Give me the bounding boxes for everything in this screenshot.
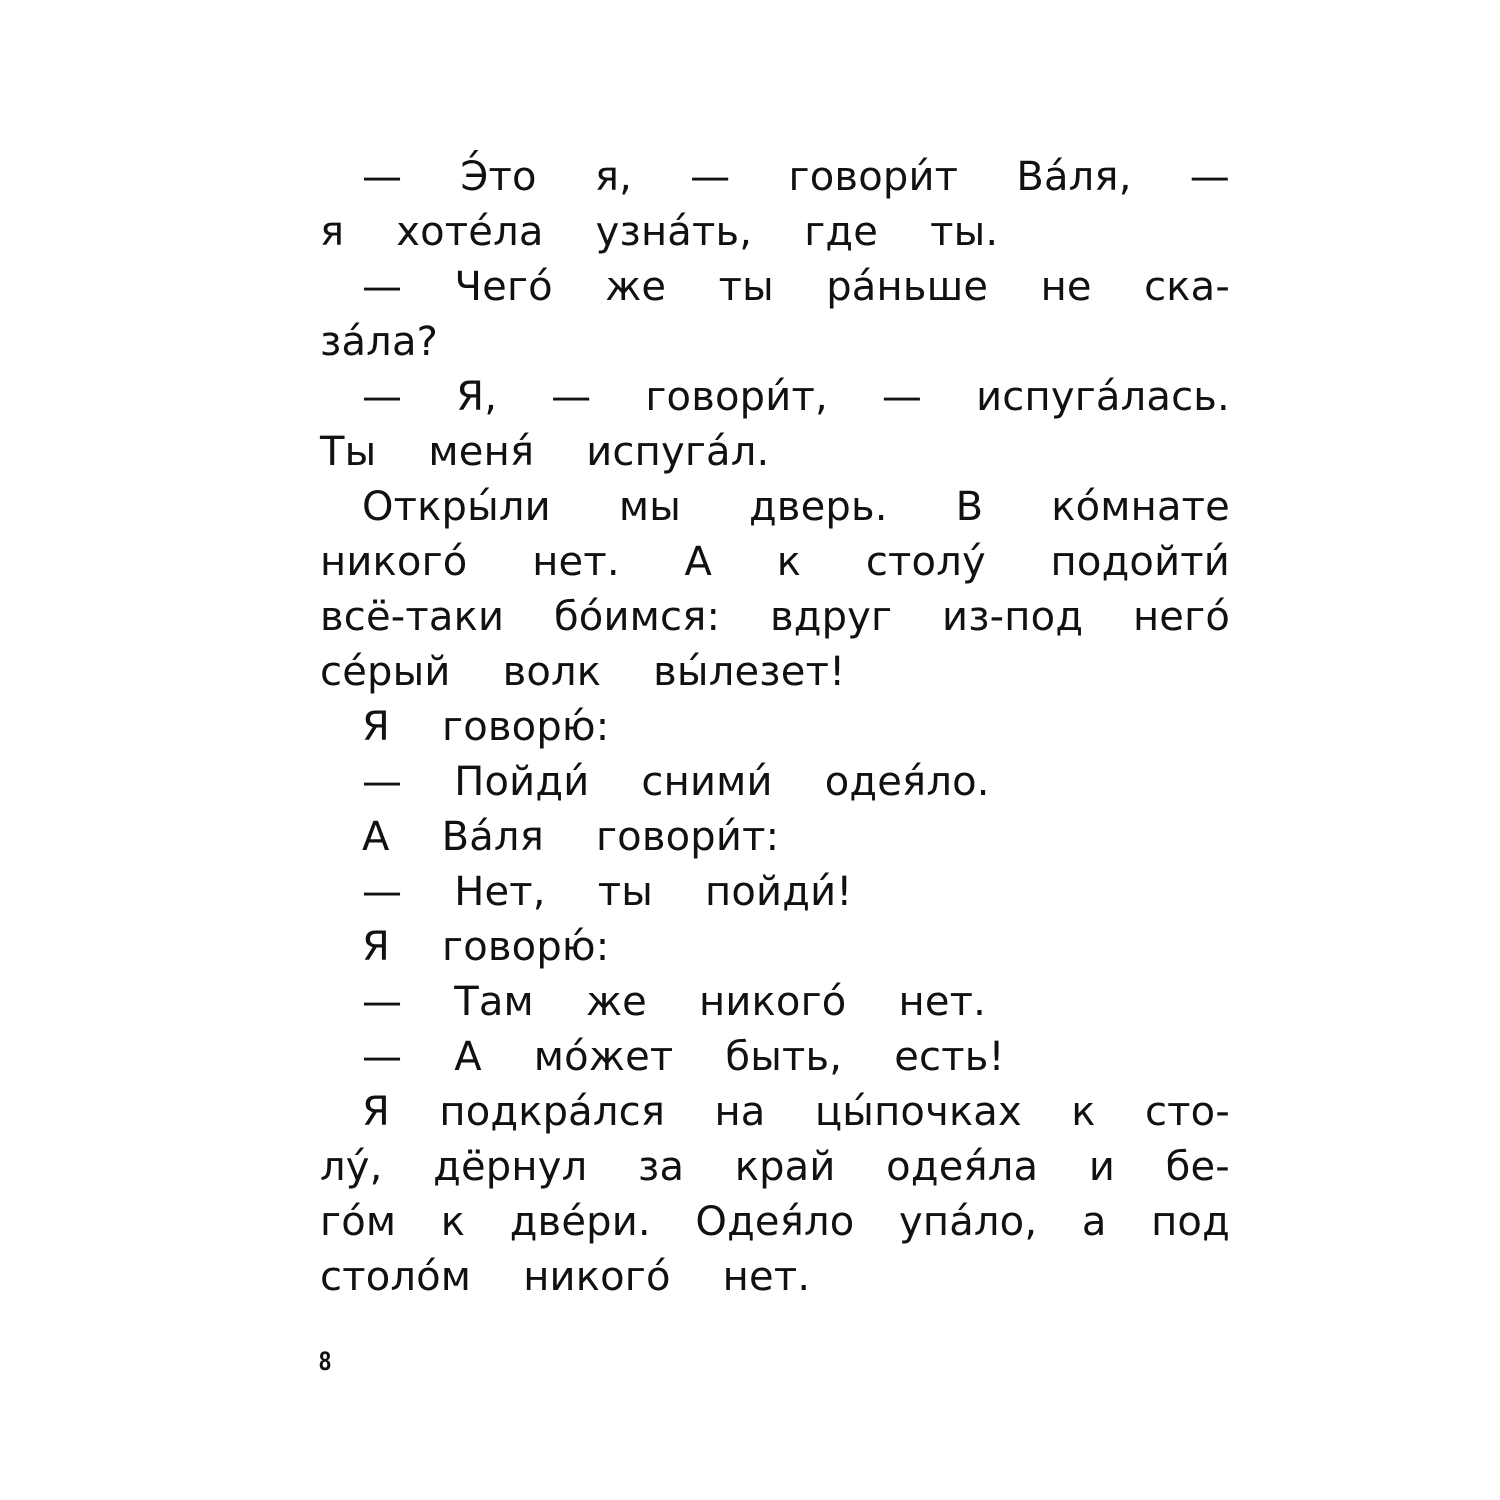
word: вдруг xyxy=(769,594,893,640)
word: две́ри. xyxy=(509,1199,651,1245)
word: никого́ xyxy=(320,539,468,585)
word: говори́т: xyxy=(595,814,780,860)
word: никого́ xyxy=(698,979,847,1025)
word: никого́ xyxy=(523,1254,671,1300)
word: — xyxy=(362,759,403,805)
word: узна́ть, xyxy=(595,209,753,255)
word: А xyxy=(684,539,713,585)
text-line xyxy=(320,1030,1230,1085)
text-line xyxy=(320,1250,1230,1305)
word: пойди́! xyxy=(705,869,853,915)
word: сними́ xyxy=(641,759,773,805)
word: а xyxy=(1081,1199,1107,1245)
word: подкра́лся xyxy=(439,1089,666,1135)
word: волк xyxy=(502,649,602,695)
text-line xyxy=(320,205,1230,260)
word: говори́т xyxy=(788,154,959,200)
text-line xyxy=(320,810,1230,865)
word: — xyxy=(362,869,403,915)
word: говорю́: xyxy=(442,704,610,750)
word: ска- xyxy=(1144,264,1230,310)
word: В xyxy=(955,484,984,530)
word: подойти́ xyxy=(1050,539,1230,585)
word: к xyxy=(1071,1089,1096,1135)
word: Ты xyxy=(320,429,377,475)
word: из-под xyxy=(942,594,1084,640)
word: се́рый xyxy=(320,649,451,695)
word: упа́ло, xyxy=(898,1199,1038,1245)
word: Откры́ли xyxy=(362,484,551,530)
word: быть, xyxy=(725,1034,843,1080)
text-line xyxy=(320,150,1230,205)
text-line xyxy=(320,425,1230,480)
word: под xyxy=(1151,1199,1230,1245)
word: вы́лезет! xyxy=(653,649,846,695)
word: я, xyxy=(594,154,633,200)
word: нет. xyxy=(898,979,987,1025)
word: А xyxy=(454,1034,482,1080)
text-line xyxy=(320,700,1230,755)
word: сто- xyxy=(1144,1089,1230,1135)
word: испуга́л. xyxy=(586,429,770,475)
word: хоте́ла xyxy=(396,209,544,255)
word: на xyxy=(714,1089,766,1135)
word: испуга́лась. xyxy=(976,374,1230,420)
word: ты xyxy=(718,264,774,310)
word: Ва́ля, xyxy=(1016,154,1132,200)
word: столу́ xyxy=(865,539,986,585)
word: мо́жет xyxy=(533,1034,674,1080)
text-line xyxy=(320,975,1230,1030)
text-line xyxy=(320,1195,1230,1250)
word: — xyxy=(362,374,403,420)
word: говори́т, xyxy=(645,374,828,420)
word: него́ xyxy=(1132,594,1230,640)
word: Я xyxy=(362,924,390,970)
text-line xyxy=(320,535,1230,590)
word: я xyxy=(320,209,345,255)
word: меня́ xyxy=(428,429,535,475)
text-line xyxy=(320,315,1230,370)
word: ко́мнате xyxy=(1051,484,1230,530)
word: А xyxy=(362,814,390,860)
word: ра́ньше xyxy=(826,264,989,310)
word: нет. xyxy=(722,1254,811,1300)
word: край xyxy=(734,1144,836,1190)
word: лу́, xyxy=(320,1144,383,1190)
word: нет. xyxy=(532,539,620,585)
text-line xyxy=(320,865,1230,920)
word: Чего́ xyxy=(454,264,553,310)
word: дверь. xyxy=(748,484,888,530)
word: Я, xyxy=(456,374,498,420)
word: — xyxy=(362,979,403,1025)
word: дёрнул xyxy=(433,1144,588,1190)
word: Пойди́ xyxy=(454,759,590,805)
word: цы́почках xyxy=(814,1089,1022,1135)
word: ты xyxy=(597,869,654,915)
word: Там xyxy=(454,979,534,1025)
body-text xyxy=(320,150,1230,1305)
word: — xyxy=(881,374,923,420)
text-line xyxy=(320,480,1230,535)
text-line xyxy=(320,1140,1230,1195)
word: — xyxy=(362,264,403,310)
word: за xyxy=(637,1144,685,1190)
word: — xyxy=(551,374,592,420)
word: — xyxy=(690,154,731,200)
word: же xyxy=(585,979,647,1025)
word: столо́м xyxy=(320,1254,472,1300)
word: одея́ло. xyxy=(824,759,990,805)
word: Я xyxy=(362,704,390,750)
word: не xyxy=(1040,264,1092,310)
word: за́ла? xyxy=(320,319,439,365)
word: всё-таки xyxy=(320,594,505,640)
word: к xyxy=(440,1199,466,1245)
word: Нет, xyxy=(454,869,546,915)
word: где xyxy=(804,209,879,255)
text-line xyxy=(320,590,1230,645)
word: бе- xyxy=(1165,1144,1230,1190)
text-line xyxy=(320,1085,1230,1140)
word: — xyxy=(362,1034,403,1080)
text-line xyxy=(320,645,1230,700)
word: одея́ла xyxy=(886,1144,1039,1190)
word: же xyxy=(605,264,667,310)
word: говорю́: xyxy=(442,924,610,970)
page-number: 8 xyxy=(319,1346,332,1376)
word: Э́то xyxy=(460,154,537,200)
text-line xyxy=(320,755,1230,810)
word: Одея́ло xyxy=(695,1199,855,1245)
word: и xyxy=(1088,1144,1116,1190)
word: — xyxy=(362,154,403,200)
word: бо́имся: xyxy=(553,594,721,640)
word: Ва́ля xyxy=(441,814,544,860)
word: мы xyxy=(618,484,681,530)
word: к xyxy=(776,539,802,585)
text-line xyxy=(320,370,1230,425)
word: — xyxy=(1189,154,1230,200)
word: ты. xyxy=(930,209,999,255)
word: Я xyxy=(362,1089,390,1135)
text-line xyxy=(320,260,1230,315)
word: го́м xyxy=(320,1199,397,1245)
word: есть! xyxy=(894,1034,1005,1080)
text-line xyxy=(320,920,1230,975)
